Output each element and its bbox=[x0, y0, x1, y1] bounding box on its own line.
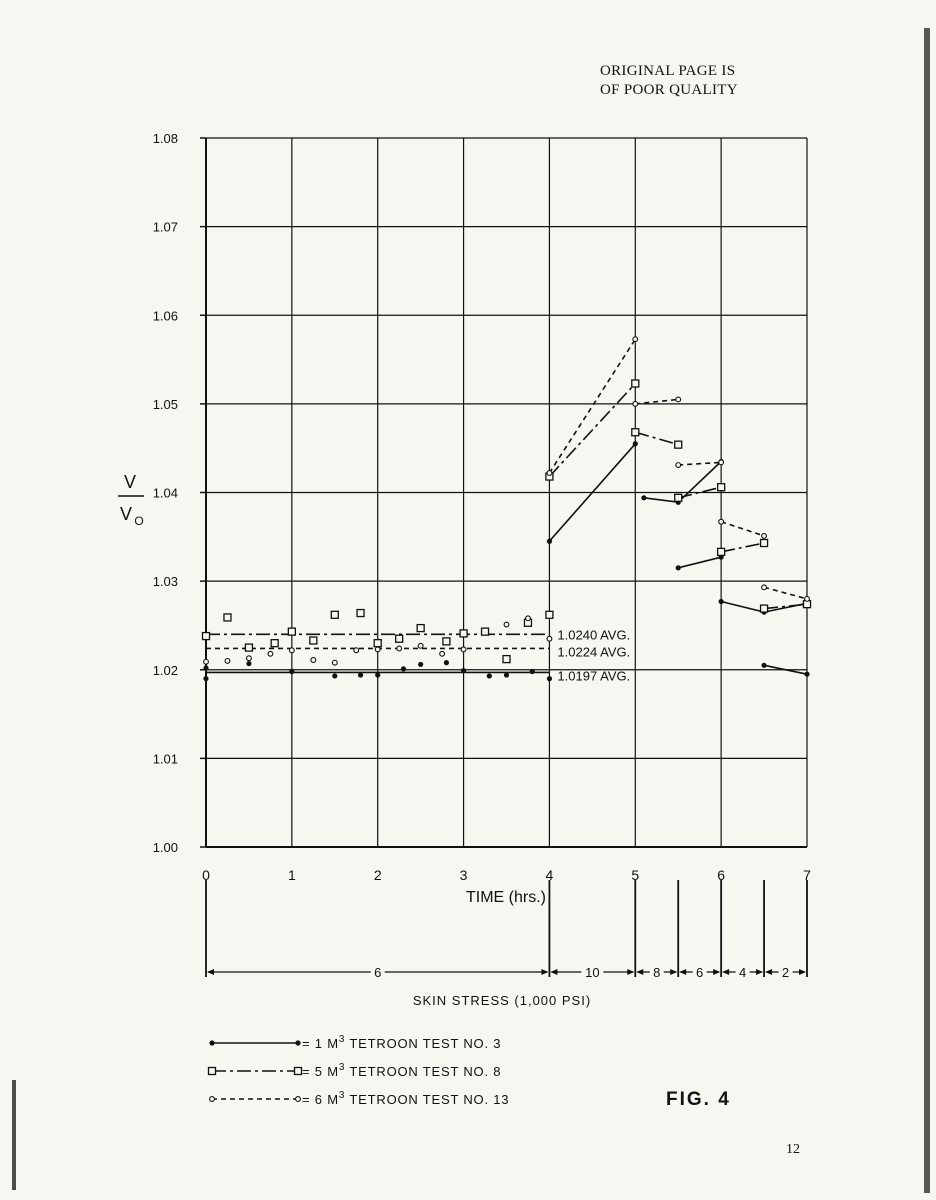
x-tick-label: 0 bbox=[202, 867, 210, 883]
legend bbox=[209, 1034, 510, 1107]
series-line bbox=[721, 543, 764, 552]
data-point bbox=[503, 656, 510, 663]
stress-arrow-right bbox=[799, 969, 806, 975]
series-line bbox=[549, 384, 635, 477]
x-tick-label: 7 bbox=[803, 867, 811, 883]
y-tick-label: 1.00 bbox=[152, 840, 178, 855]
data-point bbox=[547, 539, 552, 544]
y-axis-label-numerator: V bbox=[123, 472, 137, 492]
stress-range-label: 6 bbox=[374, 965, 382, 980]
tick-labels bbox=[118, 131, 811, 906]
x-tick-label: 6 bbox=[717, 867, 726, 883]
data-point bbox=[288, 628, 295, 635]
data-point bbox=[487, 673, 492, 678]
data-point bbox=[719, 519, 724, 524]
stress-range-label: 10 bbox=[585, 965, 600, 980]
data-point bbox=[547, 676, 552, 681]
data-point bbox=[444, 660, 449, 665]
data-point bbox=[675, 441, 682, 448]
data-point bbox=[641, 495, 646, 500]
x-tick-label: 1 bbox=[287, 867, 296, 883]
data-point bbox=[246, 661, 251, 666]
stress-range-label: 2 bbox=[781, 965, 790, 980]
data-point bbox=[676, 463, 681, 468]
data-point bbox=[203, 665, 208, 670]
data-point bbox=[546, 611, 553, 618]
quality-note-line-1: ORIGINAL PAGE IS bbox=[600, 63, 736, 79]
stress-arrow-right bbox=[670, 969, 677, 975]
series-line bbox=[549, 339, 635, 473]
series-line bbox=[764, 587, 807, 599]
data-point bbox=[203, 676, 208, 681]
average-label: 1.0197 AVG. bbox=[557, 668, 631, 684]
series-6M3 bbox=[204, 337, 810, 665]
data-point bbox=[354, 648, 359, 653]
average-label: 1.0240 AVG. bbox=[557, 627, 631, 643]
series-1M3 bbox=[203, 441, 809, 684]
y-tick-label: 1.06 bbox=[152, 308, 178, 324]
data-point bbox=[375, 647, 380, 652]
data-point bbox=[374, 640, 381, 647]
data-point bbox=[401, 666, 406, 671]
chart-grid bbox=[200, 138, 807, 847]
data-point bbox=[547, 471, 552, 476]
series-line bbox=[721, 522, 764, 536]
page-number: 12 bbox=[786, 1142, 800, 1157]
stress-arrow-right bbox=[756, 969, 763, 975]
legend-marker-end bbox=[295, 1040, 300, 1045]
series-line bbox=[678, 462, 721, 465]
data-point bbox=[461, 668, 466, 673]
y-tick-label: 1.07 bbox=[152, 219, 178, 235]
series-line bbox=[635, 432, 678, 444]
legend-marker-start bbox=[210, 1097, 215, 1102]
data-point bbox=[417, 625, 424, 632]
data-point bbox=[633, 401, 638, 406]
legend-marker-start bbox=[209, 1040, 214, 1045]
data-point bbox=[289, 648, 294, 653]
data-point bbox=[396, 635, 403, 642]
scan-edge-right bbox=[924, 28, 930, 1193]
data-point bbox=[443, 638, 450, 645]
data-point bbox=[719, 599, 724, 604]
data-point bbox=[761, 540, 768, 547]
average-label: 1.0224 AVG. bbox=[557, 644, 631, 660]
data-point bbox=[461, 647, 466, 652]
data-point bbox=[719, 460, 724, 465]
data-point bbox=[804, 672, 809, 677]
data-point bbox=[762, 534, 767, 539]
stress-range-label: 4 bbox=[738, 965, 747, 980]
legend-marker-end bbox=[295, 1068, 302, 1075]
legend-label: = 1 $M^3$ TETROON TEST NO. 3 bbox=[302, 1034, 502, 1051]
data-point bbox=[762, 585, 767, 590]
data-point bbox=[375, 672, 380, 677]
legend-label: = 5 $M^3$ TETROON TEST NO. 8 bbox=[302, 1062, 502, 1079]
data-point bbox=[332, 673, 337, 678]
stress-arrow-right bbox=[713, 969, 720, 975]
data-point bbox=[289, 669, 294, 674]
data-point bbox=[203, 633, 210, 640]
legend-label: = 6 $M^3$ TETROON TEST NO. 13 bbox=[302, 1090, 510, 1107]
series-line bbox=[678, 557, 721, 568]
data-point bbox=[332, 660, 337, 665]
data-point bbox=[632, 380, 639, 387]
stress-arrow-left bbox=[636, 969, 643, 975]
y-tick-label: 1.08 bbox=[152, 131, 178, 146]
stress-arrow-right bbox=[627, 969, 634, 975]
data-point bbox=[311, 658, 316, 663]
quality-note-line-2: OF POOR QUALITY bbox=[600, 82, 738, 98]
data-point bbox=[397, 646, 402, 651]
data-point bbox=[245, 644, 252, 651]
legend-marker-start bbox=[209, 1068, 216, 1075]
data-point bbox=[224, 614, 231, 621]
stress-arrow-right bbox=[541, 969, 548, 975]
y-axis-label-subscript: O bbox=[134, 514, 144, 528]
legend-marker-end bbox=[296, 1097, 301, 1102]
data-point bbox=[418, 662, 423, 667]
data-point bbox=[418, 643, 423, 648]
data-point bbox=[676, 565, 681, 570]
data-point bbox=[547, 636, 552, 641]
y-tick-label: 1.05 bbox=[152, 396, 178, 412]
data-point bbox=[247, 656, 252, 661]
stress-arrow-left bbox=[765, 969, 772, 975]
stress-range-label: 8 bbox=[653, 965, 661, 980]
scan-edge-left bbox=[12, 1080, 16, 1190]
figure-label: FIG. 4 bbox=[666, 1089, 731, 1110]
y-tick-label: 1.03 bbox=[152, 574, 178, 590]
data-point bbox=[633, 441, 638, 446]
data-point bbox=[632, 429, 639, 436]
data-point bbox=[675, 494, 682, 501]
data-point bbox=[357, 610, 364, 617]
y-tick-label: 1.04 bbox=[152, 485, 178, 501]
data-point bbox=[331, 611, 338, 618]
x-axis-title: TIME (hrs.) bbox=[466, 889, 546, 906]
y-tick-label: 1.02 bbox=[152, 662, 178, 678]
y-tick-label: 1.01 bbox=[152, 751, 178, 767]
data-point bbox=[504, 622, 509, 627]
stress-arrow-left bbox=[679, 969, 686, 975]
stress-arrow-left bbox=[550, 969, 557, 975]
data-point bbox=[676, 397, 681, 402]
data-point bbox=[530, 669, 535, 674]
data-point bbox=[460, 630, 467, 637]
stress-range-label: 6 bbox=[696, 965, 704, 980]
data-point bbox=[268, 651, 273, 656]
x-tick-label: 5 bbox=[631, 867, 640, 883]
data-point bbox=[358, 672, 363, 677]
series-group bbox=[203, 337, 811, 684]
data-point bbox=[805, 596, 810, 601]
data-point bbox=[526, 616, 531, 621]
stress-axis-title: SKIN STRESS (1,000 PSI) bbox=[412, 993, 592, 1008]
data-point bbox=[310, 637, 317, 644]
stress-arrow-left bbox=[722, 969, 729, 975]
data-point bbox=[633, 337, 638, 342]
x-tick-label: 3 bbox=[459, 867, 468, 883]
series-line bbox=[635, 399, 678, 404]
data-point bbox=[718, 548, 725, 555]
x-tick-label: 4 bbox=[545, 867, 554, 883]
y-axis-label-denominator: V bbox=[119, 504, 133, 524]
data-point bbox=[225, 658, 230, 663]
data-point bbox=[271, 640, 278, 647]
stress-arrow-left bbox=[207, 969, 214, 975]
x-tick-label: 2 bbox=[373, 867, 382, 883]
data-point bbox=[204, 659, 209, 664]
data-point bbox=[440, 651, 445, 656]
data-point bbox=[718, 484, 725, 491]
data-point bbox=[482, 628, 489, 635]
data-point bbox=[761, 605, 768, 612]
data-point bbox=[761, 663, 766, 668]
data-point bbox=[504, 672, 509, 677]
